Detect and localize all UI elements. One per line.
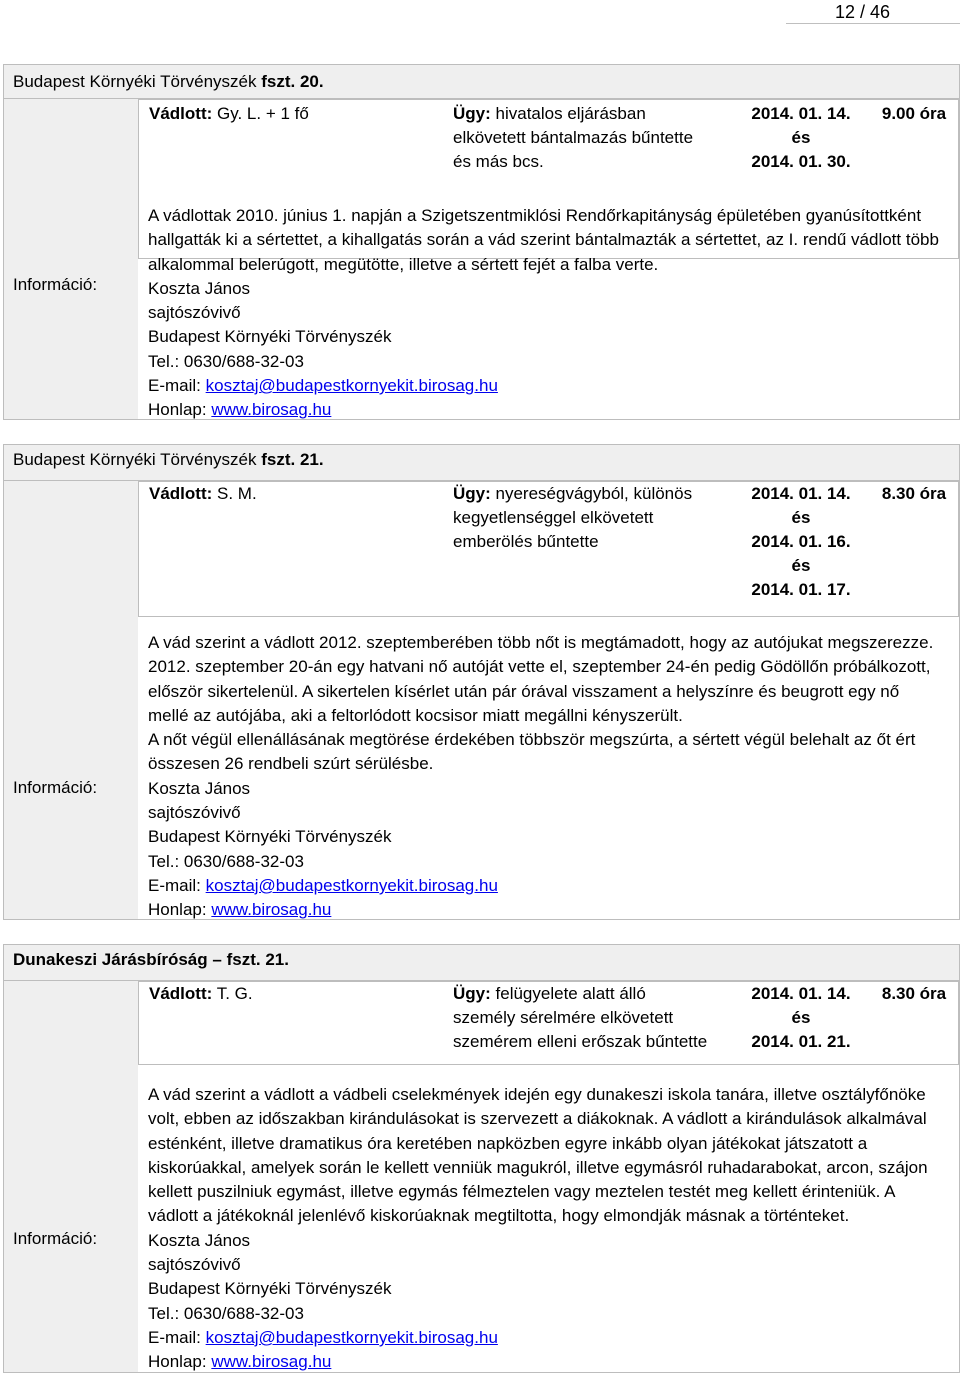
contact-org: Budapest Környéki Törvényszék [148,1279,392,1299]
info-box [138,204,959,423]
case-label: Ügy: [453,984,491,1003]
hearing-date: 2014. 01. 30. [751,152,851,171]
description-line: kellett puszilniuk egymást, illetve egymás félmeztelen vagy meztelen testét meg kellett érinteniük. A [148,1182,896,1202]
email-link[interactable]: kosztaj@budapestkornyekit.birosag.hu [205,875,498,895]
web-label: Honlap: [148,1352,207,1372]
description-line: A nőt végül ellenállásának megtörése érdekében többször megszúrta, a sértett végül belehalt az őt ért [148,730,916,750]
case-row [138,981,959,1065]
defendant-label: Vádlott: [149,104,213,123]
hearing-date: 2014. 01. 14. [751,984,851,1003]
hearing-time: 8.30 óra [881,984,947,1003]
defendant-label: Vádlott: [149,984,213,1003]
case-line: és más bcs. [453,152,544,171]
contact-tel: Tel.: 0630/688-32-03 [148,351,304,371]
contact-org: Budapest Környéki Törvényszék [148,827,392,847]
contact-role: sajtószóvivő [148,803,241,823]
case-line: személy sérelmére elkövetett [453,1008,674,1027]
court-name: Dunakeszi Járásbíróság [13,950,208,969]
date-connector: és [791,556,811,575]
court-title [4,445,959,481]
email-label: E-mail: [148,376,201,396]
page-number: 12 / 46 [786,0,960,24]
case-row [138,481,959,617]
description-line: vádlott a játékoknál jelenlévő kiskorúaknak megtiltotta, hogy elmondják másnak a történteket. [148,1206,850,1226]
hearing-date: 2014. 01. 14. [751,104,851,123]
hearing-time: 8.30 óra [881,484,947,503]
date-connector: és [791,128,811,147]
email-label: E-mail: [148,1327,201,1347]
description-line: volt, ebben az időszakban kirándulásokat is szervezett a diákoknak. A vádlott a kirándulások alkalmával [148,1109,927,1129]
hearing-date: 2014. 01. 14. [751,484,851,503]
case-line: hivatalos eljárásban [495,104,646,123]
defendant-name: T. G. [216,984,253,1003]
hearing-date: 2014. 01. 16. [751,532,851,551]
court-name: Budapest Környéki Törvényszék [13,450,257,469]
case-label: Ügy: [453,484,491,503]
contact-name: Koszta János [148,278,251,298]
case-line: elkövetett bántalmazás bűntette [453,128,694,147]
info-label: Információ: [13,275,98,294]
court-name: Budapest Környéki Törvényszék [13,72,257,91]
web-link[interactable]: www.birosag.hu [211,400,332,420]
case-line: szemérem elleni erőszak bűntette [453,1032,708,1051]
description-line: esténként, illetve dramatikus óra keretében napközben egyre inkább olyan játékokat játszatott a [148,1133,868,1153]
info-box [138,1083,959,1375]
room-number: fszt. 20. [261,72,324,91]
contact-org: Budapest Környéki Törvényszék [148,327,392,347]
web-link[interactable]: www.birosag.hu [211,1352,332,1372]
description-line: mellé az autójába, aki a feltorlódott kocsisor miatt megállni kényszerült. [148,705,683,725]
web-link[interactable]: www.birosag.hu [211,900,332,920]
description-line: hallgatták ki a sértettet, a kihallgatás során a vád szerint bántalmazták a sértettet, az I. rendű vádlott több [148,230,939,250]
case-line: nyereségvágyból, különös [495,484,693,503]
hearing-section [3,444,960,920]
contact-role: sajtószóvivő [148,1255,241,1275]
case-label: Ügy: [453,104,491,123]
contact-tel: Tel.: 0630/688-32-03 [148,851,304,871]
description-line: kiskorúakkal, amelyek során le kellett venniük magukról, illetve egymásról ruhadarabokat, arcon, szájon [148,1157,928,1177]
hearing-section [3,64,960,420]
title-separator: – [212,950,222,969]
email-link[interactable]: kosztaj@budapestkornyekit.birosag.hu [205,376,498,396]
room-number: fszt. 21. [261,450,324,469]
case-line: kegyetlenséggel elkövetett [453,508,654,527]
defendant-label: Vádlott: [149,484,213,503]
defendant-name: Gy. L. + 1 fő [217,104,309,123]
contact-tel: Tel.: 0630/688-32-03 [148,1303,304,1323]
contact-name: Koszta János [148,778,251,798]
description-line: 2012. szeptember 20-án egy hatvani nő autóját vette el, szeptember 24-én pedig Gödöllőn próbálkozott, [148,657,931,677]
description-line: összesen 26 rendbeli szúrt sérülésbe. [148,754,434,774]
contact-name: Koszta János [148,1230,251,1250]
description-line: A vád szerint a vádlott 2012. szeptemberében több nőt is megtámadott, hogy az autójukat megszerezze. [148,633,934,652]
email-label: E-mail: [148,875,201,895]
room-number: fszt. 21. [226,950,289,969]
defendant-name: S. M. [217,484,257,503]
case-line: emberölés bűntette [453,532,599,551]
date-connector: és [791,508,811,527]
description-line: először sikertelenül. A sikertelen kísérlet után pár órával visszament a helyszínre és beugrott egy nő [148,681,900,701]
description-line: alkalommal belerúgott, megütötte, illetve a sértett fejét a falba verte. [148,254,659,274]
hearing-date: 2014. 01. 17. [751,580,851,599]
court-title [4,945,959,981]
hearing-date: 2014. 01. 21. [751,1032,851,1051]
court-title [4,65,959,99]
email-link[interactable]: kosztaj@budapestkornyekit.birosag.hu [205,1327,498,1347]
description-line: A vád szerint a vádlott a vádbeli cselekmények idején egy dunakeszi iskola tanára, illetve osztályfőnöke [148,1085,926,1104]
info-box [138,631,959,923]
date-connector: és [791,1008,811,1027]
contact-role: sajtószóvivő [148,303,241,323]
web-label: Honlap: [148,400,207,420]
info-label: Információ: [13,778,98,797]
info-label: Információ: [13,1229,98,1248]
hearing-time: 9.00 óra [881,104,947,123]
case-line: felügyelete alatt álló [495,984,646,1003]
description-line: A vádlottak 2010. június 1. napján a Szigetszentmiklósi Rendőrkapitányság épületében gyanúsítottként [148,206,922,225]
web-label: Honlap: [148,900,207,920]
hearing-section [3,944,960,1373]
